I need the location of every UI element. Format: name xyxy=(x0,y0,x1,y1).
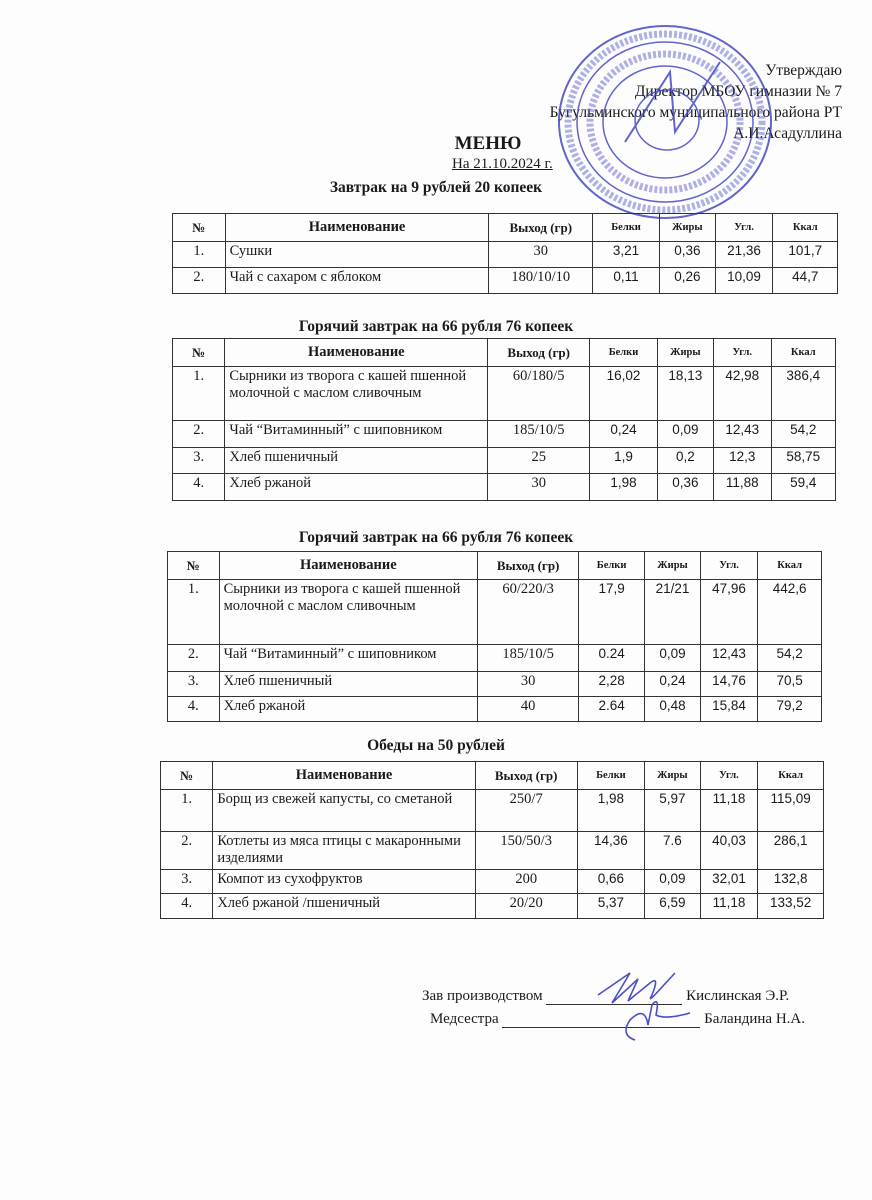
dish-name: Сырники из творога с кашей пшенной молочной с маслом сливочным xyxy=(219,580,478,645)
kcal: 386,4 xyxy=(771,367,835,421)
carbs: 42,98 xyxy=(713,367,771,421)
fat: 0,36 xyxy=(660,242,716,268)
fat: 6,59 xyxy=(645,894,700,919)
carbs: 40,03 xyxy=(700,832,758,870)
kcal: 54,2 xyxy=(758,645,822,672)
table-header-row xyxy=(161,762,824,790)
dish-name: Компот из сухофруктов xyxy=(213,870,475,894)
column-header: Наименование xyxy=(219,552,478,580)
row-number: 1. xyxy=(173,367,225,421)
row-number: 1. xyxy=(173,242,226,268)
row-number: 3. xyxy=(173,448,225,474)
protein: 2,28 xyxy=(579,672,645,697)
portion-weight: 185/10/5 xyxy=(478,645,579,672)
dish-name: Чай с сахаром с яблоком xyxy=(225,268,489,294)
protein: 0,24 xyxy=(590,421,658,448)
row-number: 2. xyxy=(173,268,226,294)
table-row xyxy=(173,448,836,474)
carbs: 14,76 xyxy=(700,672,757,697)
kcal: 115,09 xyxy=(758,790,824,832)
dish-name: Борщ из свежей капусты, со сметаной xyxy=(213,790,475,832)
protein: 0,11 xyxy=(593,268,660,294)
carbs: 10,09 xyxy=(715,268,773,294)
kcal: 70,5 xyxy=(758,672,822,697)
protein: 1,98 xyxy=(590,474,658,501)
portion-weight: 180/10/10 xyxy=(489,268,593,294)
table-header-row xyxy=(173,214,838,242)
portion-weight: 60/220/3 xyxy=(478,580,579,645)
menu-table xyxy=(167,551,822,722)
table-row xyxy=(168,672,822,697)
portion-weight: 25 xyxy=(488,448,590,474)
dish-name: Хлеб пшеничный xyxy=(225,448,488,474)
table-row xyxy=(173,242,838,268)
section-title: Горячий завтрак на 66 рубля 76 копеек xyxy=(298,318,574,335)
portion-weight: 60/180/5 xyxy=(488,367,590,421)
column-header: Белки xyxy=(579,552,645,580)
row-number: 2. xyxy=(161,832,213,870)
approval-position: Директор МБОУ гимназии № 7 xyxy=(634,83,842,100)
protein: 0.24 xyxy=(579,645,645,672)
table-row xyxy=(168,645,822,672)
protein: 2.64 xyxy=(579,697,645,722)
column-header: № xyxy=(173,339,225,367)
kcal: 286,1 xyxy=(758,832,824,870)
table-row xyxy=(161,870,824,894)
signature-role: Зав производством xyxy=(422,988,543,1004)
kcal: 101,7 xyxy=(773,242,838,268)
menu-date: На 21.10.2024 г. xyxy=(452,156,553,172)
carbs: 11,18 xyxy=(700,790,758,832)
carbs: 11,88 xyxy=(713,474,771,501)
fat: 0,24 xyxy=(645,672,701,697)
portion-weight: 200 xyxy=(475,870,577,894)
row-number: 4. xyxy=(173,474,225,501)
column-header: Белки xyxy=(577,762,645,790)
column-header: Белки xyxy=(590,339,658,367)
kcal: 133,52 xyxy=(758,894,824,919)
table-row xyxy=(173,421,836,448)
carbs: 47,96 xyxy=(700,580,757,645)
kcal: 54,2 xyxy=(771,421,835,448)
column-header: Выход (гр) xyxy=(489,214,593,242)
column-header: Белки xyxy=(593,214,660,242)
approval-label: Утверждаю xyxy=(765,62,842,79)
table-header-row xyxy=(168,552,822,580)
column-header: Ккал xyxy=(758,762,824,790)
portion-weight: 150/50/3 xyxy=(475,832,577,870)
fat: 7.6 xyxy=(645,832,700,870)
approval-signatory: А.И.Асадуллина xyxy=(733,125,842,142)
column-header: Жиры xyxy=(645,762,700,790)
row-number: 2. xyxy=(173,421,225,448)
signature-name: Кислинская Э.Р. xyxy=(686,988,790,1004)
table-row xyxy=(168,697,822,722)
protein: 0,66 xyxy=(577,870,645,894)
handwritten-signatures xyxy=(590,965,700,1045)
section-title: Завтрак на 9 рублей 20 копеек xyxy=(329,179,543,196)
column-header: Наименование xyxy=(213,762,475,790)
column-header: Угл. xyxy=(713,339,771,367)
carbs: 12,43 xyxy=(700,645,757,672)
dish-name: Хлеб ржаной xyxy=(225,474,488,501)
column-header: № xyxy=(168,552,220,580)
protein: 1,9 xyxy=(590,448,658,474)
row-number: 3. xyxy=(168,672,220,697)
protein: 3,21 xyxy=(593,242,660,268)
carbs: 12,3 xyxy=(713,448,771,474)
column-header: Ккал xyxy=(773,214,838,242)
protein: 16,02 xyxy=(590,367,658,421)
row-number: 2. xyxy=(168,645,220,672)
column-header: Жиры xyxy=(657,339,713,367)
table-row xyxy=(173,268,838,294)
fat: 21/21 xyxy=(645,580,701,645)
kcal: 58,75 xyxy=(771,448,835,474)
row-number: 4. xyxy=(161,894,213,919)
column-header: Жиры xyxy=(660,214,716,242)
protein: 17,9 xyxy=(579,580,645,645)
kcal: 442,6 xyxy=(758,580,822,645)
menu-table xyxy=(172,213,838,294)
fat: 0,09 xyxy=(645,645,701,672)
kcal: 132,8 xyxy=(758,870,824,894)
dish-name: Хлеб пшеничный xyxy=(219,672,478,697)
dish-name: Котлеты из мяса птицы с макаронными изделиями xyxy=(213,832,475,870)
fat: 0,2 xyxy=(657,448,713,474)
row-number: 1. xyxy=(168,580,220,645)
fat: 0,09 xyxy=(657,421,713,448)
column-header: Ккал xyxy=(771,339,835,367)
table-row xyxy=(161,790,824,832)
fat: 0,36 xyxy=(657,474,713,501)
dish-name: Сушки xyxy=(225,242,489,268)
table-row xyxy=(161,832,824,870)
column-header: Наименование xyxy=(225,339,488,367)
row-number: 3. xyxy=(161,870,213,894)
fat: 18,13 xyxy=(657,367,713,421)
column-header: № xyxy=(161,762,213,790)
table-row xyxy=(173,474,836,501)
carbs: 15,84 xyxy=(700,697,757,722)
column-header: Выход (гр) xyxy=(475,762,577,790)
column-header: Наименование xyxy=(225,214,489,242)
signature-name: Баландина Н.А. xyxy=(704,1011,806,1027)
column-header: Угл. xyxy=(715,214,773,242)
portion-weight: 250/7 xyxy=(475,790,577,832)
column-header: № xyxy=(173,214,226,242)
column-header: Выход (гр) xyxy=(478,552,579,580)
carbs: 21,36 xyxy=(715,242,773,268)
portion-weight: 30 xyxy=(488,474,590,501)
section-title: Обеды на 50 рублей xyxy=(367,737,505,754)
menu-table xyxy=(172,338,836,501)
row-number: 4. xyxy=(168,697,220,722)
column-header: Ккал xyxy=(758,552,822,580)
portion-weight: 185/10/5 xyxy=(488,421,590,448)
kcal: 59,4 xyxy=(771,474,835,501)
kcal: 79,2 xyxy=(758,697,822,722)
table-row xyxy=(168,580,822,645)
column-header: Угл. xyxy=(700,552,757,580)
column-header: Жиры xyxy=(645,552,701,580)
portion-weight: 40 xyxy=(478,697,579,722)
protein: 5,37 xyxy=(577,894,645,919)
section-title: Горячий завтрак на 66 рубля 76 копеек xyxy=(298,529,574,546)
fat: 5,97 xyxy=(645,790,700,832)
menu-table xyxy=(160,761,824,919)
table-header-row xyxy=(173,339,836,367)
protein: 14,36 xyxy=(577,832,645,870)
fat: 0,48 xyxy=(645,697,701,722)
page-title: МЕНЮ xyxy=(454,133,522,154)
table-row xyxy=(173,367,836,421)
portion-weight: 20/20 xyxy=(475,894,577,919)
approval-district: Бугульминского муниципального района РТ xyxy=(549,104,842,121)
carbs: 12,43 xyxy=(713,421,771,448)
row-number: 1. xyxy=(161,790,213,832)
dish-name: Сырники из творога с кашей пшенной молочной с маслом сливочным xyxy=(225,367,488,421)
dish-name: Хлеб ржаной /пшеничный xyxy=(213,894,475,919)
fat: 0,26 xyxy=(660,268,716,294)
portion-weight: 30 xyxy=(478,672,579,697)
protein: 1,98 xyxy=(577,790,645,832)
table-row xyxy=(161,894,824,919)
dish-name: Хлеб ржаной xyxy=(219,697,478,722)
kcal: 44,7 xyxy=(773,268,838,294)
fat: 0,09 xyxy=(645,870,700,894)
column-header: Выход (гр) xyxy=(488,339,590,367)
dish-name: Чай “Витаминный” с шиповником xyxy=(225,421,488,448)
carbs: 32,01 xyxy=(700,870,758,894)
column-header: Угл. xyxy=(700,762,758,790)
dish-name: Чай “Витаминный” с шиповником xyxy=(219,645,478,672)
carbs: 11,18 xyxy=(700,894,758,919)
portion-weight: 30 xyxy=(489,242,593,268)
signature-role: Медсестра xyxy=(430,1011,499,1027)
